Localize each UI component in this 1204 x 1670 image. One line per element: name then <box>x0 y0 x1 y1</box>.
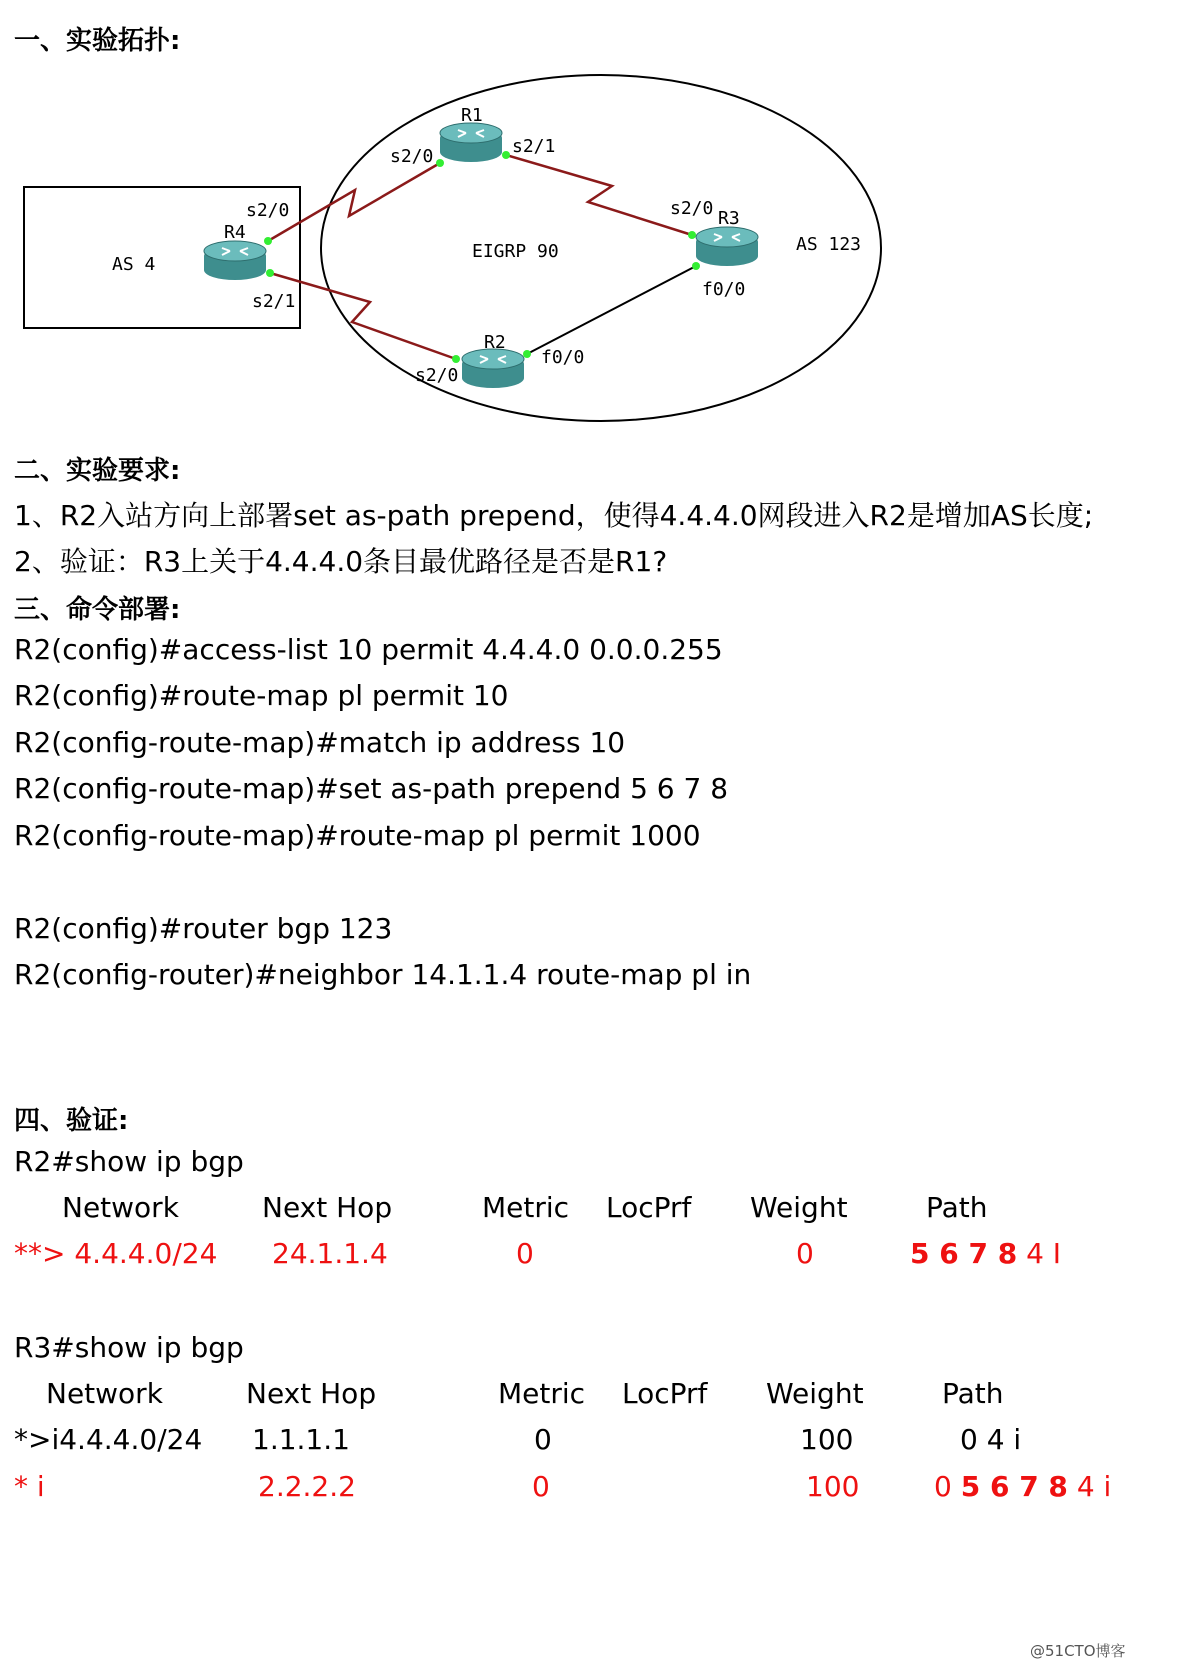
router-r4 <box>204 241 266 280</box>
r2-row-path <box>910 1237 1061 1270</box>
r3-header-locprf: LocPrf <box>622 1377 708 1410</box>
link-r1-r3 <box>506 155 692 235</box>
router-r3 <box>696 227 758 266</box>
r2-header-weight: Weight <box>750 1191 848 1224</box>
r2-s20-label: s2/0 <box>415 365 459 386</box>
r3-path-prepended: 5 6 7 8 <box>960 1470 1068 1503</box>
port-dot <box>452 355 460 363</box>
r3-row2-weight: 100 <box>806 1470 860 1503</box>
r2-row-network: **> 4.4.4.0/24 <box>14 1237 218 1270</box>
command-line: R2(config-route-map)#set as-path prepend 5 6 7 8 <box>14 772 729 805</box>
eigrp-label: EIGRP 90 <box>472 241 559 262</box>
r2-header-network: Network <box>62 1191 179 1224</box>
section-heading-topology: 一、实验拓扑: <box>14 26 181 56</box>
topology-diagram <box>0 60 900 430</box>
router-r1-label: R1 <box>461 105 483 126</box>
r3-row2-nexthop: 2.2.2.2 <box>258 1470 356 1503</box>
command-line: R2(config-route-map)#route-map pl permit 1000 <box>14 819 701 852</box>
r2-path-rest: 4 I <box>1026 1237 1062 1270</box>
requirement-line: 2、验证：R3上关于4.4.4.0条目最优路径是否是R1? <box>14 545 668 578</box>
r2-show-command: R2#show ip bgp <box>14 1145 244 1178</box>
command-line: R2(config-router)#neighbor 14.1.1.4 route-map pl in <box>14 958 752 991</box>
port-dot <box>436 159 444 167</box>
r3-header-path: Path <box>942 1377 1004 1410</box>
r3-header-network: Network <box>46 1377 163 1410</box>
router-r3-label: R3 <box>718 208 740 229</box>
watermark: @51CTO博客 <box>1030 1642 1126 1660</box>
port-dot <box>688 231 696 239</box>
command-line: R2(config)#router bgp 123 <box>14 912 393 945</box>
router-r2-label: R2 <box>484 332 506 353</box>
requirement-line: 1、R2入站方向上部署set as-path prepend，使得4.4.4.0网段进入R2是增加AS长度; <box>14 499 1094 532</box>
r1-s21-label: s2/1 <box>512 136 556 157</box>
as4-label: AS 4 <box>112 254 156 275</box>
port-dot <box>502 151 510 159</box>
r2-header-nexthop: Next Hop <box>262 1191 393 1224</box>
r3-f00-label: f0/0 <box>702 279 746 300</box>
r3-path-pre: 0 <box>934 1470 952 1503</box>
r3-row1-path: 0 4 i <box>960 1423 1022 1456</box>
link-r4-r1 <box>268 163 440 241</box>
r1-s20-label: s2/0 <box>390 146 434 167</box>
r3-header-metric: Metric <box>498 1377 586 1410</box>
r3-row1-nexthop: 1.1.1.1 <box>252 1423 350 1456</box>
r3-row2-path <box>934 1470 1111 1503</box>
r3-row1-network: *>i4.4.4.0/24 <box>14 1423 203 1456</box>
r2-header-locprf: LocPrf <box>606 1191 692 1224</box>
r3-row2-network: * i <box>14 1470 45 1503</box>
router-r1 <box>440 123 502 162</box>
as123-label: AS 123 <box>796 234 862 255</box>
section-heading-verify: 四、验证: <box>14 1106 129 1136</box>
r3-show-command: R3#show ip bgp <box>14 1331 244 1364</box>
link-r4-r2 <box>270 273 456 359</box>
port-dot <box>523 350 531 358</box>
command-line: R2(config)#access-list 10 permit 4.4.4.0 0.0.0.255 <box>14 633 723 666</box>
command-line: R2(config)#route-map pl permit 10 <box>14 679 509 712</box>
r2-header-metric: Metric <box>482 1191 570 1224</box>
r2-path-prepended: 5 6 7 8 <box>910 1237 1018 1270</box>
r3-header-nexthop: Next Hop <box>246 1377 377 1410</box>
r3-row1-metric: 0 <box>534 1423 552 1456</box>
router-r4-label: R4 <box>224 222 246 243</box>
port-dot <box>264 237 272 245</box>
port-dot <box>266 269 274 277</box>
r4-s21-label: s2/1 <box>252 291 296 312</box>
r2-row-weight: 0 <box>796 1237 814 1270</box>
r4-s20-label: s2/0 <box>246 200 290 221</box>
r3-s20-label: s2/0 <box>670 198 714 219</box>
r3-path-rest: 4 i <box>1076 1470 1112 1503</box>
port-dot <box>692 262 700 270</box>
link-r2-r3 <box>527 266 696 354</box>
r2-f00-label: f0/0 <box>541 347 585 368</box>
r2-header-path: Path <box>926 1191 988 1224</box>
section-heading-commands: 三、命令部署: <box>14 595 181 625</box>
r3-header-weight: Weight <box>766 1377 864 1410</box>
command-line: R2(config-route-map)#match ip address 10 <box>14 726 626 759</box>
r3-row1-weight: 100 <box>800 1423 854 1456</box>
r3-row2-metric: 0 <box>532 1470 550 1503</box>
router-r2 <box>462 349 524 388</box>
r2-row-metric: 0 <box>516 1237 534 1270</box>
r2-row-nexthop: 24.1.1.4 <box>272 1237 388 1270</box>
section-heading-requirements: 二、实验要求: <box>14 456 181 486</box>
